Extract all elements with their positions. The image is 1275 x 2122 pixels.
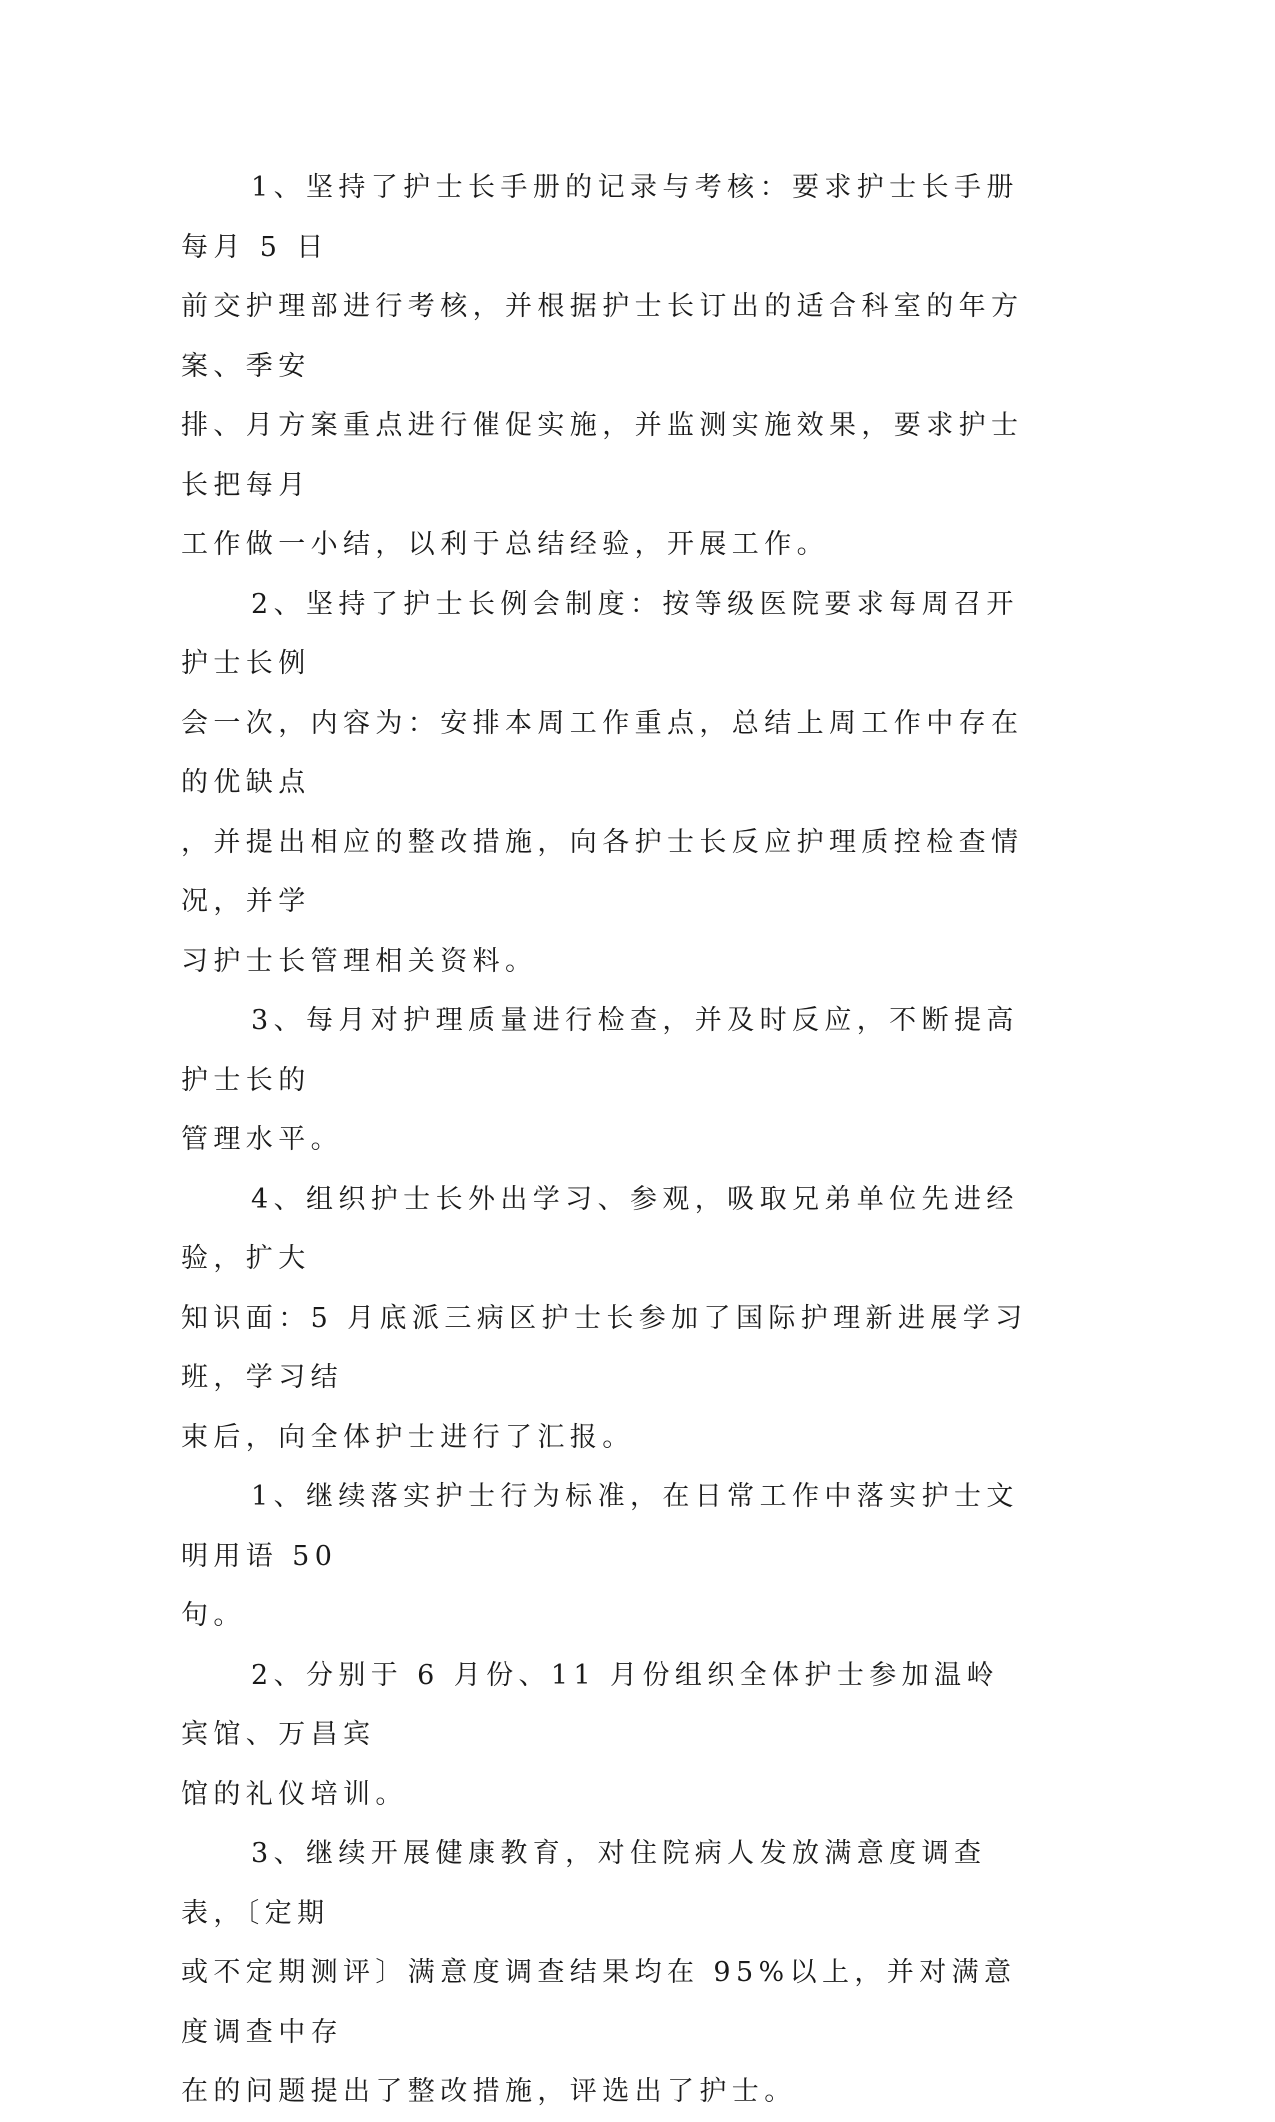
paragraph-2: 2、坚持了护士长例会制度：按等级医院要求每周召开护士长例 会一次，内容为：安排本周工作重点，总结上周工作中存在的优缺点 ，并提出相应的整改措施，向各护士长反应护理质控检查情况，并学 习护士长管理相关资料。 (181, 588, 1024, 977)
paragraph-7: 3、继续开展健康教育，对住院病人发放满意度调查表，〔定期 或不定期测评〕满意度调查结果均在 95%以上，并对满意度调查中存 在的问题提出了整改措施，评选出了护士。 (181, 1838, 1017, 2107)
paragraph-4: 4、组织护士长外出学习、参观，吸取兄弟单位先进经验，扩大 知识面：5 月底派三病区护士长参加了国际护理新进展学习班，学习结 束后，向全体护士进行了汇报。 (181, 1183, 1028, 1453)
paragraph-5: 1、继续落实护士行为标准，在日常工作中落实护士文明用语 50 句。 (181, 1481, 1019, 1631)
paragraph-6: 2、分别于 6 月份、11 月份组织全体护士参加温岭宾馆、万昌宾 馆的礼仪培训。 (181, 1659, 999, 1810)
paragraph-3: 3、每月对护理质量进行检查，并及时反应，不断提高护士长的 管理水平。 (181, 1005, 1019, 1155)
paragraph-1: 1、坚持了护士长手册的记录与考核：要求护士长手册每月 5 日 前交护理部进行考核，并根据护士长订出的适合科室的年方案、季安 排、月方案重点进行催促实施，并监测实施效果，要求护士长把每月 工作做一小结，以利于总结经验，开展工作。 (181, 172, 1024, 560)
document-body (181, 158, 1031, 2122)
